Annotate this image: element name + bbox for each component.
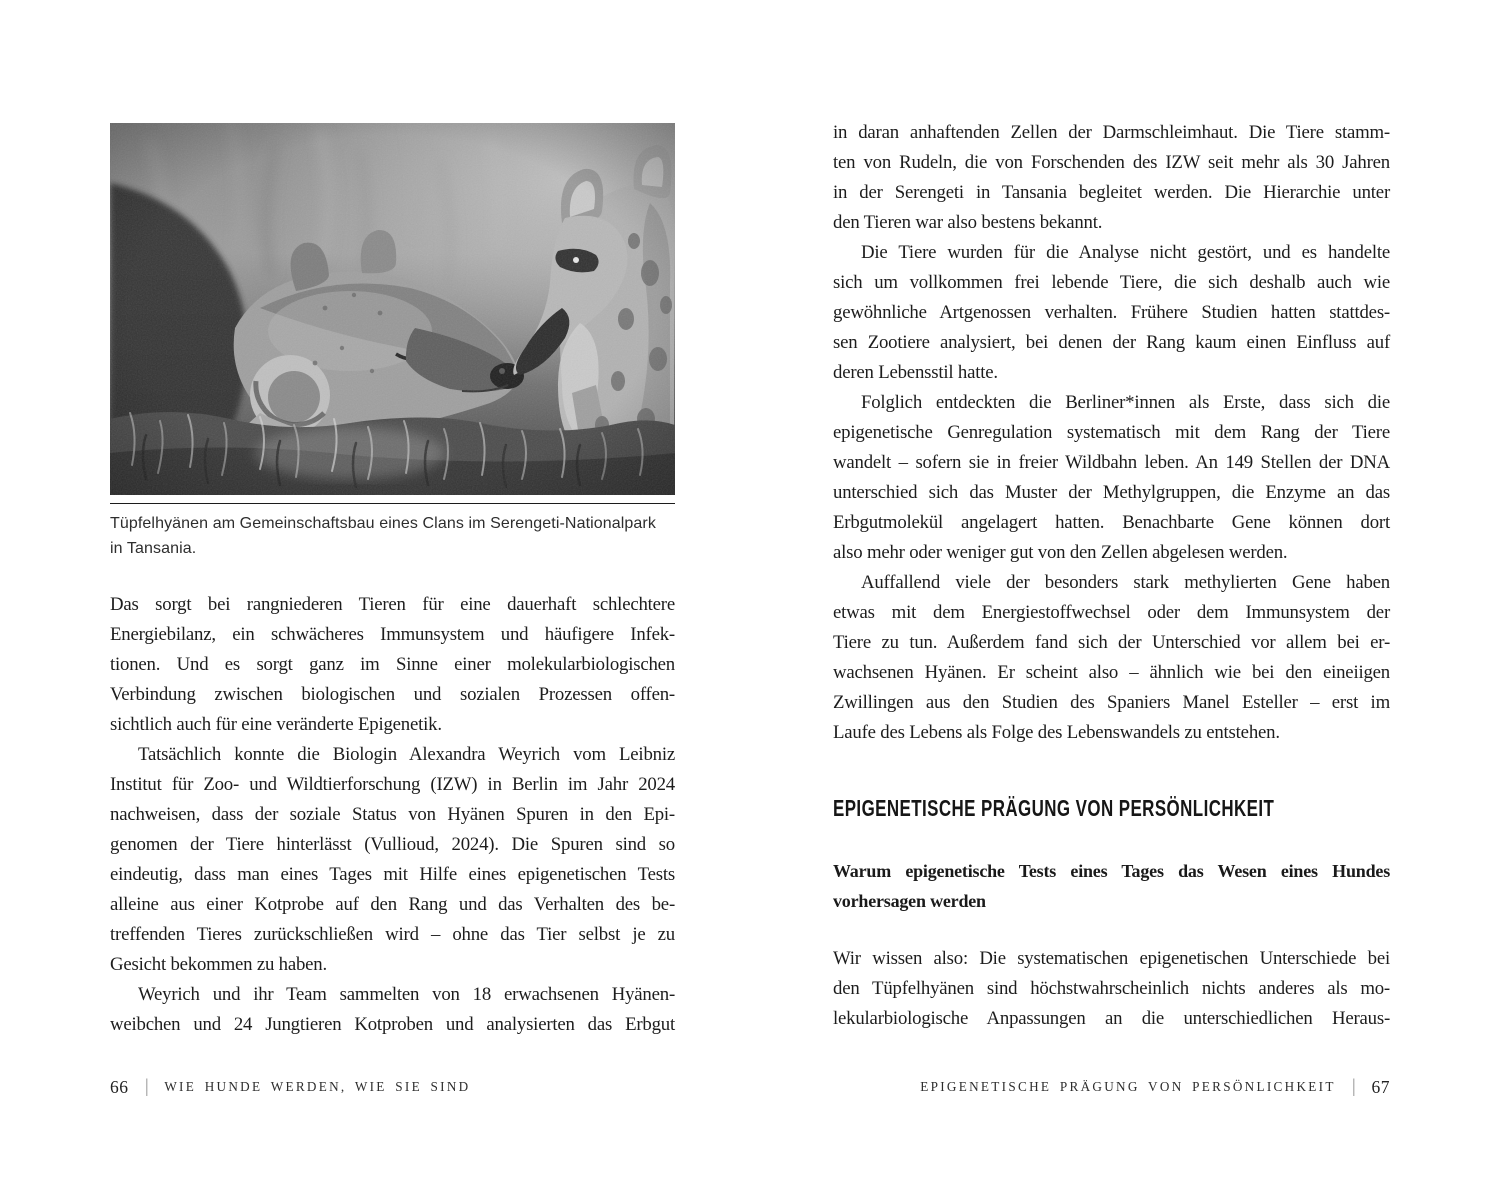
- text-line: sichtlich auch für eine veränderte Epigenetik.: [110, 714, 442, 735]
- right-body-text-after-heading: [833, 944, 1390, 1034]
- footer-divider: |: [145, 1076, 148, 1097]
- left-body-text: [110, 590, 675, 1040]
- text-line: sen Zootiere analysiert, bei denen der Rang kaum einen Einfluss auf: [833, 332, 1390, 353]
- caption-line: in Tansania.: [110, 540, 197, 557]
- text-line: Wir wissen also: Die systematischen epigenetischen Unterschiede bei: [833, 948, 1390, 969]
- text-line: in daran anhaftenden Zellen der Darmschleimhaut. Die Tiere stamm-: [833, 122, 1390, 143]
- text-line: in der Serengeti in Tansania begleitet werden. Die Hierarchie unter: [833, 182, 1390, 203]
- text-line: Weyrich und ihr Team sammelten von 18 erwachsenen Hyänen-: [138, 984, 675, 1005]
- text-line: Die Tiere wurden für die Analyse nicht gestört, und es handelte: [861, 242, 1390, 263]
- text-line: wachsenen Hyänen. Er scheint also – ähnlich wie bei den eineiigen: [833, 662, 1390, 683]
- text-line: Verbindung zwischen biologischen und sozialen Prozessen offen-: [110, 684, 675, 705]
- text-line: also mehr oder weniger gut von den Zellen abgelesen werden.: [833, 542, 1288, 563]
- text-line: genomen der Tiere hinterlässt (Vullioud, 2024). Die Spuren sind so: [110, 834, 675, 855]
- page-number-right: 67: [1371, 1076, 1390, 1097]
- text-line: den Tieren war also bestens bekannt.: [833, 212, 1103, 233]
- caption-line: Tüpfelhyänen am Gemeinschaftsbau eines Clans im Serengeti-Nationalpark: [110, 515, 656, 532]
- left-footer: [110, 1076, 675, 1098]
- section-subheading: [833, 856, 1390, 916]
- caption-rule: [110, 503, 675, 504]
- paragraph: [110, 740, 675, 980]
- hyena-photo: [110, 123, 675, 495]
- hyena-photo-figure: [110, 123, 675, 561]
- footer-divider: |: [1352, 1076, 1355, 1097]
- text-line: Warum epigenetische Tests eines Tages das Wesen eines Hundes: [833, 861, 1390, 881]
- paragraph: [833, 856, 1390, 916]
- text-line: Laufe des Lebens als Folge des Lebenswandels zu entstehen.: [833, 722, 1280, 743]
- paragraph: [110, 590, 675, 740]
- right-page: [833, 0, 1390, 1195]
- paragraph: [833, 568, 1390, 748]
- paragraph: [833, 118, 1390, 238]
- text-line: unterschied sich das Muster der Methylgruppen, die Enzyme an das: [833, 482, 1390, 503]
- text-line: sich um vollkommen frei lebende Tiere, die sich deshalb auch wie: [833, 272, 1390, 293]
- running-title-left: WIE HUNDE WERDEN, WIE SIE SIND: [164, 1079, 471, 1094]
- text-line: tionen. Und es sorgt ganz im Sinne einer molekularbiologischen: [110, 654, 675, 675]
- right-footer: [833, 1076, 1390, 1098]
- text-line: lekularbiologische Anpassungen an die unterschiedlichen Heraus-: [833, 1008, 1390, 1029]
- text-line: den Tüpfelhyänen sind höchstwahrscheinlich nichts anderes als mo-: [833, 978, 1390, 999]
- text-line: Folglich entdeckten die Berliner*innen als Erste, dass sich die: [861, 392, 1390, 413]
- text-line: treffenden Tieres zurückschließen wird – ohne das Tier selbst je zu: [110, 924, 675, 945]
- text-line: Tatsächlich konnte die Biologin Alexandra Weyrich vom Leibniz: [138, 744, 675, 765]
- text-line: etwas mit dem Energiestoffwechsel oder dem Immunsystem der: [833, 602, 1390, 623]
- text-line: Erbgutmolekül angelagert hatten. Benachbarte Gene können dort: [833, 512, 1390, 533]
- paragraph: [833, 238, 1390, 388]
- section-heading-text: EPIGENETISCHE PRÄGUNG VON PERSÖNLICHKEIT: [833, 795, 1275, 821]
- text-line: epigenetische Genregulation systematisch mit dem Rang der Tiere: [833, 422, 1390, 443]
- text-line: nachweisen, dass der soziale Status von Hyänen Spuren in den Epi-: [110, 804, 675, 825]
- text-line: Das sorgt bei rangniederen Tieren für eine dauerhaft schlechtere: [110, 594, 675, 615]
- text-line: Auffallend viele der besonders stark methylierten Gene haben: [861, 572, 1390, 593]
- text-line: Zwillingen aus den Studien des Spaniers Manel Esteller – erst im: [833, 692, 1390, 713]
- paragraph: [110, 980, 675, 1040]
- text-line: Gesicht bekommen zu haben.: [110, 954, 327, 975]
- text-line: alleine aus einer Kotprobe auf den Rang und das Verhalten des be-: [110, 894, 675, 915]
- text-line: vorhersagen werden: [833, 891, 986, 911]
- text-line: Tiere zu tun. Außerdem fand sich der Unterschied vor allem bei er-: [833, 632, 1390, 653]
- text-line: gewöhnliche Artgenossen verhalten. Frühere Studien hatten stattdes-: [833, 302, 1390, 323]
- text-line: ten von Rudeln, die von Forschenden des IZW seit mehr als 30 Jahren: [833, 152, 1390, 173]
- paragraph: [833, 944, 1390, 1034]
- text-line: eindeutig, dass man eines Tages mit Hilfe eines epigenetischen Tests: [110, 864, 675, 885]
- text-line: wandelt – sofern sie in freier Wildbahn leben. An 149 Stellen der DNA: [833, 452, 1390, 473]
- page-number-left: 66: [110, 1076, 129, 1097]
- right-body-text: [833, 118, 1390, 748]
- text-line: Energiebilanz, ein schwächeres Immunsystem und häufigere Infek-: [110, 624, 675, 645]
- left-page: [110, 0, 675, 1195]
- photo-caption: [110, 511, 675, 561]
- section-heading: [833, 795, 1446, 822]
- text-line: Institut für Zoo- und Wildtierforschung (IZW) in Berlin im Jahr 2024: [110, 774, 675, 795]
- paragraph: [833, 388, 1390, 568]
- text-line: weibchen und 24 Jungtieren Kotproben und analysierten das Erbgut: [110, 1014, 675, 1035]
- running-title-right: EPIGENETISCHE PRÄGUNG VON PERSÖNLICHKEIT: [920, 1079, 1336, 1094]
- text-line: deren Lebensstil hatte.: [833, 362, 998, 383]
